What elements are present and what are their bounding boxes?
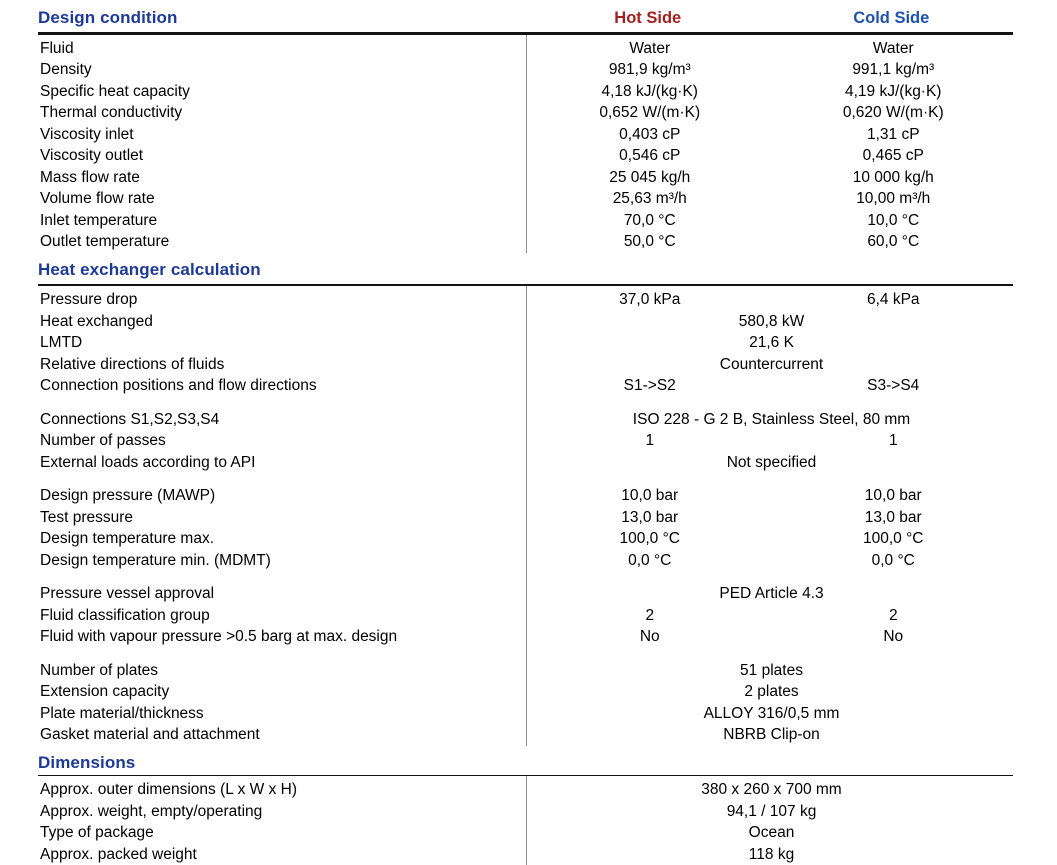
row-value-span: 2 plates <box>744 683 799 700</box>
row-value-hot: No <box>639 628 660 645</box>
row-label: Thermal conductivity <box>40 104 183 121</box>
row-value-cold: 991,1 kg/m³ <box>852 61 935 78</box>
section-body <box>38 286 1013 746</box>
section-body <box>38 35 1013 253</box>
row-value-span: 380 x 260 x 700 mm <box>701 781 842 798</box>
row-label: Fluid classification group <box>40 606 210 624</box>
row-value-hot: 0,652 W/(m·K) <box>599 104 701 121</box>
row-label: Approx. packed weight <box>40 845 197 863</box>
row-label: Relative directions of fluids <box>40 355 225 373</box>
row-value-hot: 1 <box>645 432 655 449</box>
row-label: Volume flow rate <box>40 190 155 207</box>
row-label: External loads according to API <box>40 453 256 471</box>
row-label: LMTD <box>40 334 83 351</box>
row-label: Test pressure <box>40 508 134 526</box>
column-divider-line <box>526 776 527 865</box>
section-body <box>38 776 1013 865</box>
section-header <box>38 8 1013 30</box>
row-value-cold: No <box>883 628 904 645</box>
row-label: Gasket material and attachment <box>40 726 260 743</box>
row-value-hot: 13,0 bar <box>621 508 679 526</box>
section-title: Dimensions <box>38 752 136 772</box>
row-value-cold: Water <box>872 39 914 57</box>
row-value-cold: 2 <box>888 606 898 624</box>
row-value-cold: 10,0 °C <box>867 211 920 229</box>
row-label: Heat exchanged <box>40 312 153 330</box>
row-value-hot: 4,18 kJ/(kg·K) <box>601 82 698 100</box>
row-value-hot: 25 045 kg/h <box>609 168 691 186</box>
row-value-hot: 70,0 °C <box>623 211 676 229</box>
row-label: Density <box>40 61 92 78</box>
row-value-hot: 100,0 °C <box>619 530 680 547</box>
section-header <box>38 260 1013 282</box>
row-label: Pressure drop <box>40 291 138 308</box>
row-label: Number of plates <box>40 661 159 679</box>
row-value-span: 51 plates <box>740 661 803 679</box>
row-value-cold: 0,465 cP <box>862 147 924 164</box>
row-value-cold: 0,620 W/(m·K) <box>842 104 944 121</box>
row-value-span: PED Article 4.3 <box>719 585 824 602</box>
row-value-hot: Water <box>629 39 671 57</box>
row-label: Number of passes <box>40 432 166 449</box>
row-value-cold: 10,0 bar <box>864 487 922 504</box>
row-value-hot: 2 <box>645 606 655 624</box>
row-value-cold: 4,19 kJ/(kg·K) <box>845 82 942 100</box>
row-value-span: ALLOY 316/0,5 mm <box>703 704 840 722</box>
row-value-cold: 6,4 kPa <box>866 291 920 308</box>
row-label: Plate material/thickness <box>40 704 204 722</box>
spec-table <box>38 8 1013 865</box>
row-value-hot: 0,546 cP <box>619 147 681 164</box>
row-label: Approx. outer dimensions (L x W x H) <box>40 781 297 798</box>
row-value-span: Not specified <box>726 453 817 471</box>
row-label: Design temperature min. (MDMT) <box>40 551 271 569</box>
row-label: Viscosity outlet <box>40 147 144 164</box>
row-value-hot: 981,9 kg/m³ <box>608 61 691 78</box>
row-label: Fluid with vapour pressure >0.5 barg at max. design <box>40 628 398 645</box>
row-label: Pressure vessel approval <box>40 585 215 602</box>
row-value-span: ISO 228 - G 2 B, Stainless Steel, 80 mm <box>632 410 911 428</box>
row-value-span: 580,8 kW <box>738 312 805 330</box>
row-label: Outlet temperature <box>40 233 170 250</box>
row-label: Design pressure (MAWP) <box>40 487 216 504</box>
section-header <box>38 753 1013 773</box>
row-value-span: Ocean <box>748 824 795 841</box>
column-divider-line <box>526 286 527 746</box>
row-label: Fluid <box>40 39 74 57</box>
row-label: Inlet temperature <box>40 211 158 229</box>
row-value-hot: 25,63 m³/h <box>612 190 687 207</box>
row-value-cold: S3->S4 <box>867 377 920 394</box>
section-heat-exchanger-calculation <box>38 260 1013 746</box>
row-value-span: 21,6 K <box>749 334 794 351</box>
row-label: Design temperature max. <box>40 530 215 547</box>
row-label: Type of package <box>40 824 154 841</box>
row-label: Extension capacity <box>40 683 170 700</box>
section-title: Heat exchanger calculation <box>38 259 261 279</box>
row-value-span: 118 kg <box>748 845 795 863</box>
row-label: Mass flow rate <box>40 168 140 186</box>
row-value-span: Countercurrent <box>719 355 824 373</box>
row-label: Approx. weight, empty/operating <box>40 802 263 820</box>
row-value-cold: 0,0 °C <box>871 551 915 569</box>
hot-side-column-header: Hot Side <box>614 9 682 27</box>
row-value-span: NBRB Clip-on <box>723 726 820 743</box>
row-value-cold: 1 <box>888 432 898 449</box>
section-title: Design condition <box>38 8 178 27</box>
row-value-cold: 10 000 kg/h <box>852 168 934 186</box>
row-value-span: 94,1 / 107 kg <box>726 802 817 820</box>
row-label: Viscosity inlet <box>40 125 134 143</box>
cold-side-column-header: Cold Side <box>853 9 930 27</box>
row-label: Connections S1,S2,S3,S4 <box>40 410 220 428</box>
row-value-cold: 1,31 cP <box>866 125 920 143</box>
row-value-hot: 10,0 bar <box>621 487 679 504</box>
row-value-hot: S1->S2 <box>623 377 676 394</box>
section-design-condition <box>38 8 1013 253</box>
row-label: Specific heat capacity <box>40 82 190 100</box>
row-value-hot: 50,0 °C <box>623 233 676 250</box>
row-value-hot: 37,0 kPa <box>619 291 681 308</box>
row-value-cold: 13,0 bar <box>864 508 922 526</box>
row-value-hot: 0,0 °C <box>628 551 672 569</box>
column-divider-line <box>526 35 527 253</box>
row-label: Connection positions and flow directions <box>40 377 317 394</box>
row-value-cold: 60,0 °C <box>867 233 920 250</box>
row-value-cold: 100,0 °C <box>863 530 924 547</box>
row-value-hot: 0,403 cP <box>619 125 681 143</box>
section-dimensions <box>38 753 1013 865</box>
row-value-cold: 10,00 m³/h <box>856 190 931 207</box>
